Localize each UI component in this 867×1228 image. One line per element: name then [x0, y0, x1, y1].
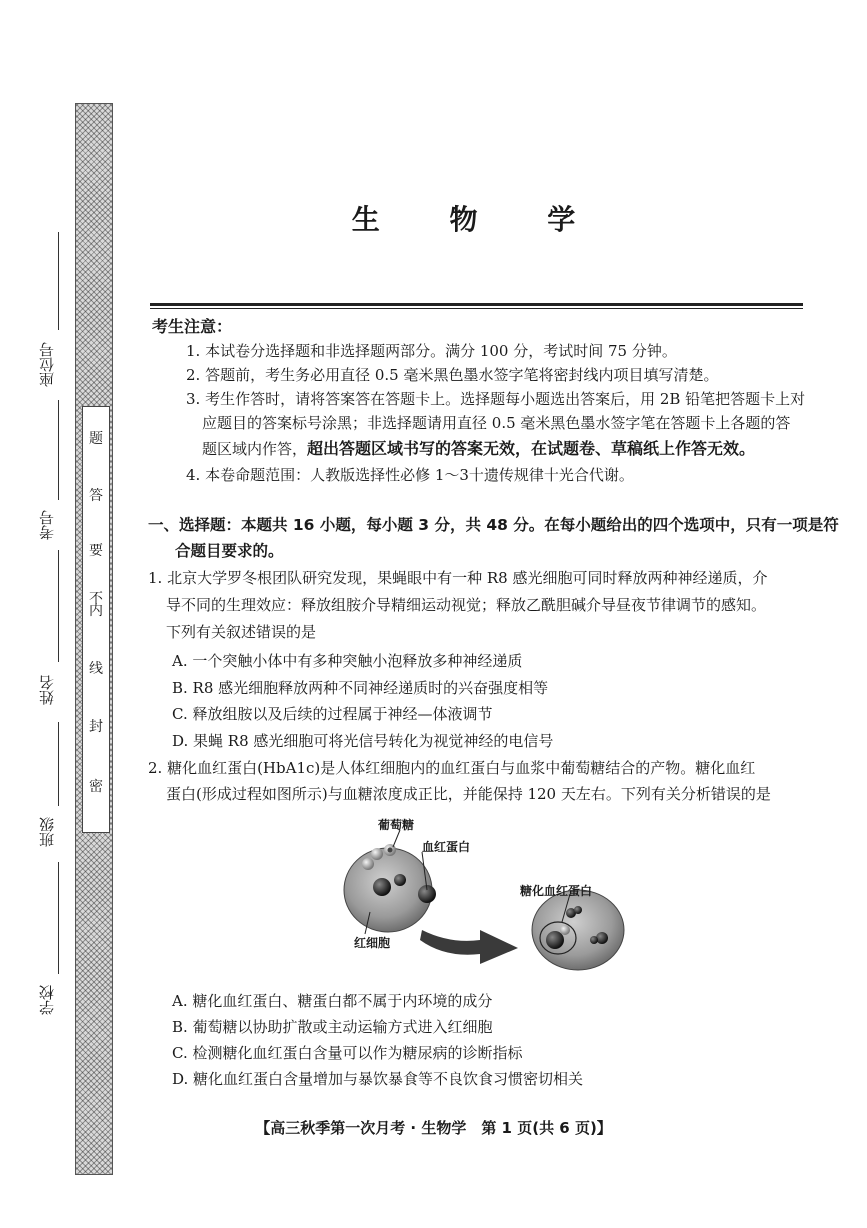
seal-char: 密	[89, 779, 103, 795]
seal-char: 要	[89, 543, 103, 559]
hemoglobin-ball	[596, 932, 608, 944]
rbc-label: 红细胞	[354, 936, 391, 950]
hemoglobin-ball	[394, 874, 406, 886]
seal-char: 答	[89, 488, 103, 504]
notice-item: 1. 本试卷分选择题和非选择题两部分。满分 100 分，考试时间 75 分钟。	[186, 342, 677, 360]
red-blood-cell	[532, 890, 624, 970]
glucose-bead	[362, 858, 374, 870]
class-line[interactable]	[58, 722, 59, 806]
hemoglobin-ball	[546, 931, 564, 949]
glycated-label: 糖化血红蛋白	[520, 884, 593, 898]
hemoglobin-ball	[590, 936, 598, 944]
question-stem: 导不同的生理效应：释放组胺介导精细运动视觉；释放乙酰胆碱介导昼夜节律调节的感知。	[166, 596, 767, 614]
question-stem: 2. 糖化血红蛋白(HbA1c)是人体红细胞内的血红蛋白与血浆中葡萄糖结合的产物。糖化血红	[148, 759, 756, 777]
answer-option[interactable]: A. 糖化血红蛋白、糖蛋白都不属于内环境的成分	[172, 992, 493, 1010]
glucose-dot	[388, 848, 393, 853]
answer-option[interactable]: A. 一个突触小体中有多种突触小泡释放多种神经递质	[172, 652, 523, 670]
divider	[150, 303, 803, 306]
page-footer: 【高三秋季第一次月考 · 生物学 第 1 页(共 6 页)】	[255, 1119, 612, 1137]
hemoglobin-ball	[373, 878, 391, 896]
class-label: 班级	[38, 817, 56, 847]
notice-text: 题区域内作答，	[202, 440, 308, 458]
glucose-label: 葡萄糖	[378, 818, 415, 832]
exam-number-label: 考号	[38, 510, 56, 540]
page-title: 生 物 学	[351, 203, 606, 236]
section-heading: 合题目要求的。	[175, 542, 284, 560]
notice-item: 应题目的答案标号涂黑；非选择题请用直径 0.5 毫米黑色墨水签字笔在答题卡上各题的答	[202, 414, 791, 432]
school-line[interactable]	[58, 862, 59, 974]
notice-item: 4. 本卷命题范围：人教版选择性必修 1～3十遗传规律十光合代谢。	[186, 466, 634, 484]
answer-option[interactable]: B. R8 感光细胞释放两种不同神经递质时的兴奋强度相等	[172, 679, 549, 697]
seal-char: 题	[89, 431, 103, 447]
notice-emphasis: 超出答题区域书写的答案无效，在试题卷、草稿纸上作答无效。	[307, 439, 756, 458]
answer-option[interactable]: D. 果蝇 R8 感光细胞可将光信号转化为视觉神经的电信号	[172, 732, 554, 750]
question-stem: 1. 北京大学罗冬根团队研究发现，果蝇眼中有一种 R8 感光细胞可同时释放两种神经递质，介	[148, 569, 768, 587]
divider	[150, 308, 803, 309]
figure-drawing	[330, 812, 630, 987]
answer-option[interactable]: B. 葡萄糖以协助扩散或主动运输方式进入红细胞	[172, 1018, 493, 1036]
glucose-bead	[371, 848, 383, 860]
notice-item	[202, 436, 755, 459]
answer-option[interactable]: C. 释放组胺以及后续的过程属于神经—体液调节	[172, 705, 493, 723]
seal-char: 内	[89, 603, 103, 619]
name-line[interactable]	[58, 550, 59, 662]
exam-number-line[interactable]	[58, 400, 59, 500]
answer-option[interactable]: C. 检测糖化血红蛋白含量可以作为糖尿病的诊断指标	[172, 1044, 523, 1062]
seal-char: 封	[89, 719, 103, 735]
question-stem: 蛋白(形成过程如图所示)与血糖浓度成正比，并能保持 120 天左右。下列有关分析错误的是	[166, 785, 771, 803]
notice-item: 2. 答题前，考生务必用直径 0.5 毫米黑色墨水签字笔将密封线内项目填写清楚。	[186, 366, 719, 384]
name-label: 姓名	[38, 675, 56, 705]
notice-item: 3. 考生作答时，请将答案答在答题卡上。选择题每小题选出答案后，用 2B 铅笔把答题卡上对	[186, 390, 806, 408]
glucose-bead	[560, 925, 570, 935]
seat-number-label: 座位号	[38, 342, 56, 388]
answer-option[interactable]: D. 糖化血红蛋白含量增加与暴饮暴食等不良饮食习惯密切相关	[172, 1070, 584, 1088]
seal-char: 线	[89, 661, 103, 677]
arrow-icon	[420, 930, 518, 964]
question-stem: 下列有关叙述错误的是	[166, 623, 317, 641]
seal-char: 不	[89, 591, 103, 607]
hemoglobin-ball	[574, 906, 582, 914]
section-heading: 一、选择题：本题共 16 小题，每小题 3 分，共 48 分。在每小题给出的四个选项中，只有一项是符	[148, 516, 839, 534]
seat-number-line[interactable]	[58, 232, 59, 330]
hemoglobin-label: 血红蛋白	[422, 840, 471, 854]
notice-heading: 考生注意：	[152, 317, 233, 336]
glycated-hemoglobin-figure	[330, 812, 630, 991]
school-label: 学校	[38, 985, 56, 1015]
